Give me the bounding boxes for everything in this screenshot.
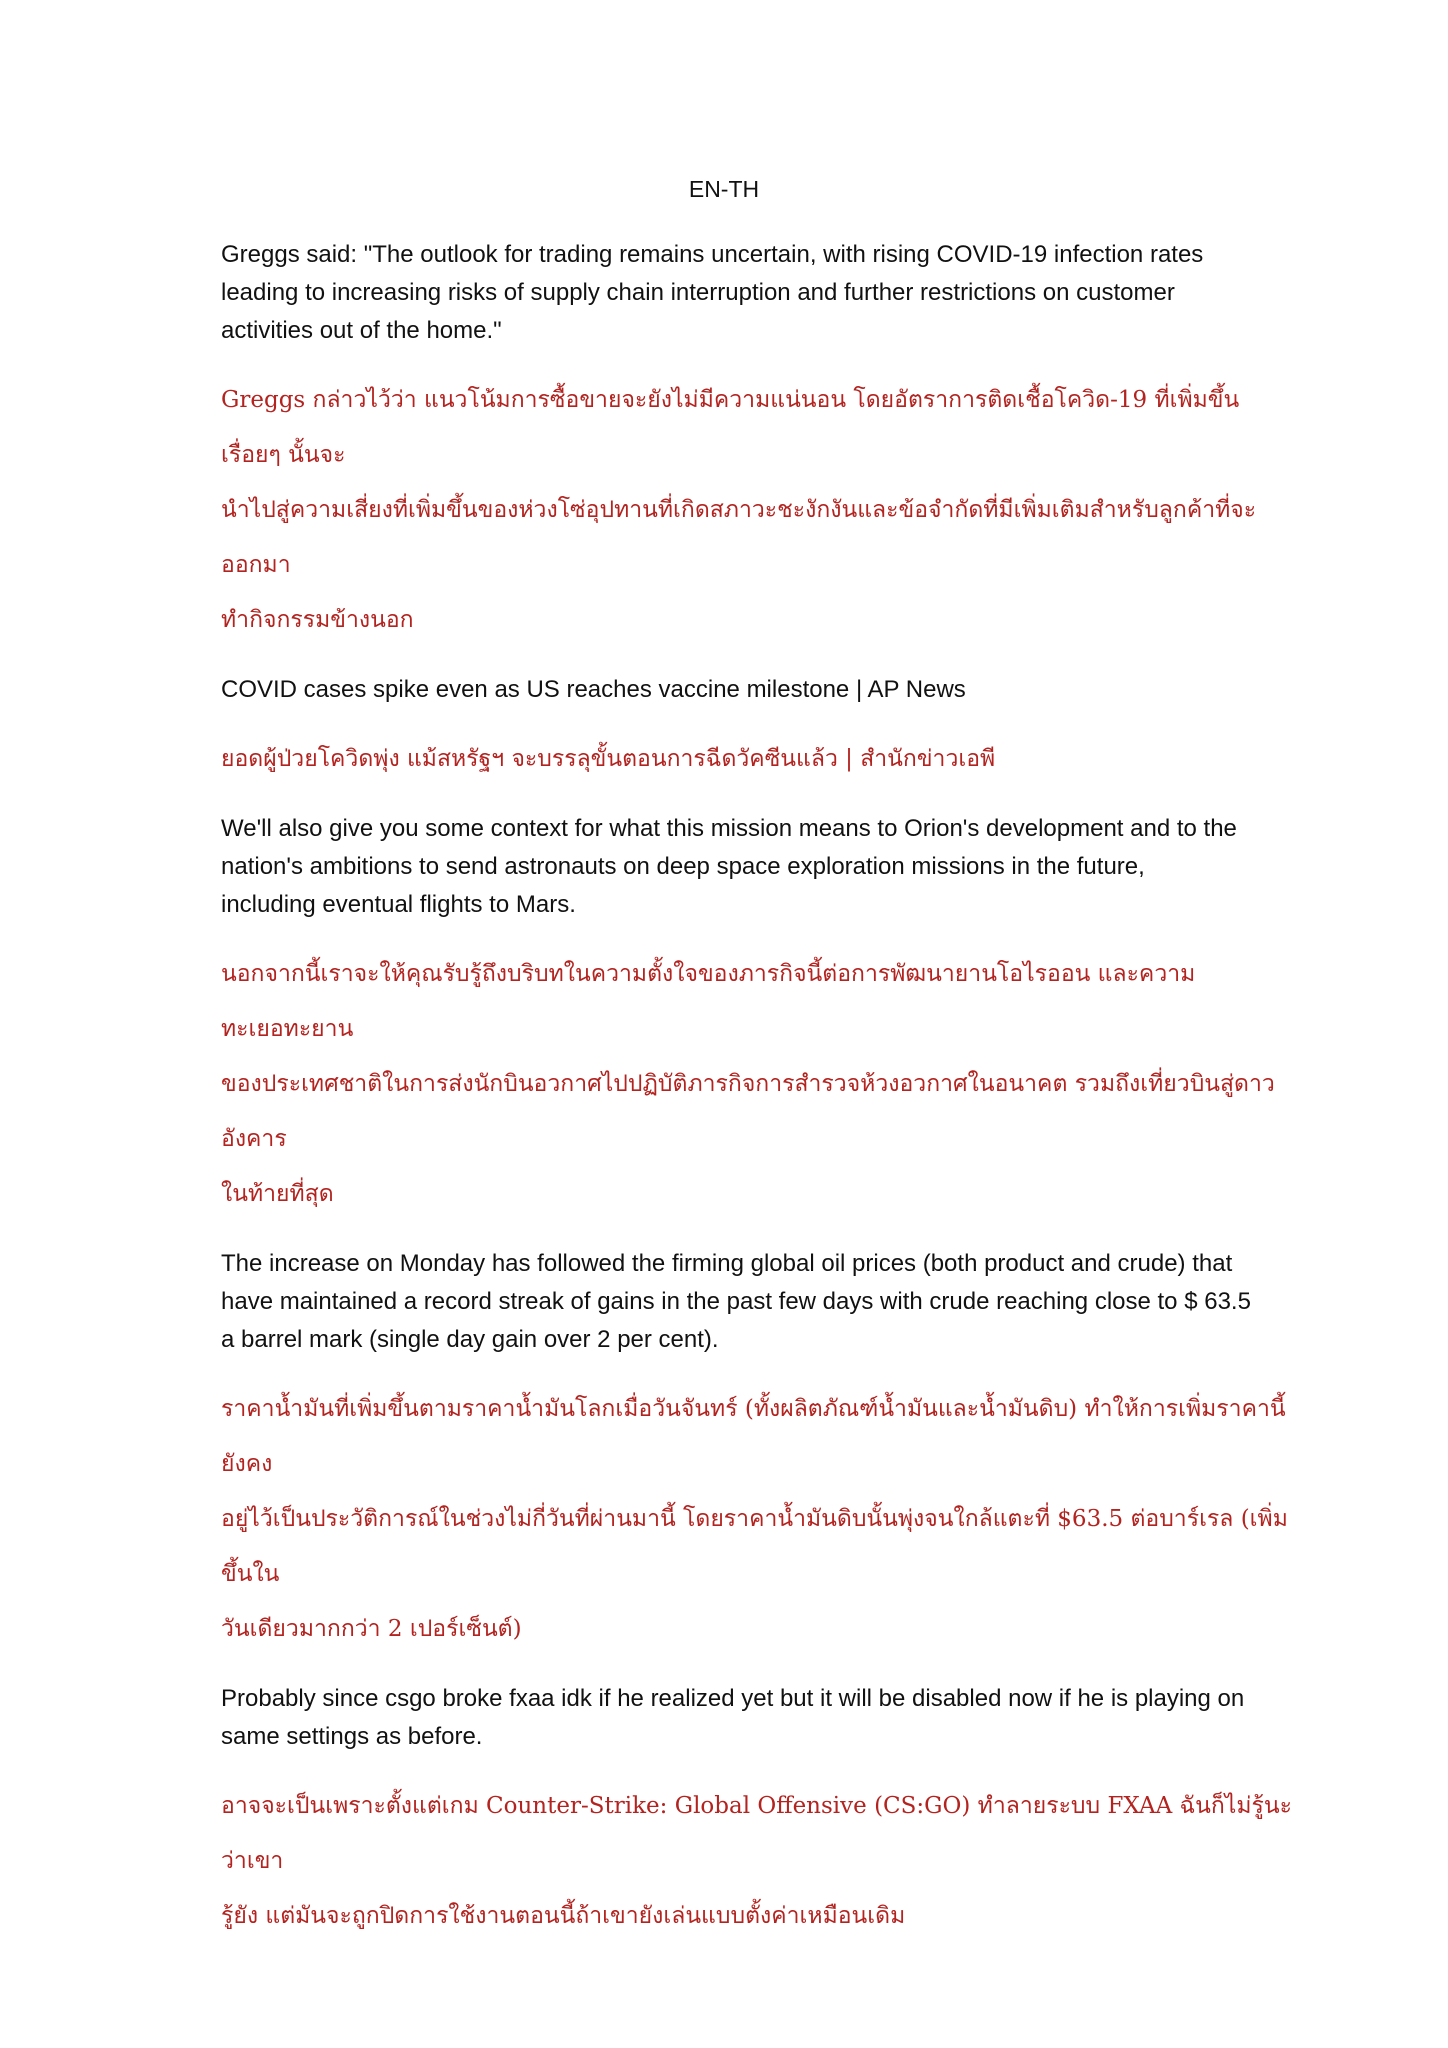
thai-translation-2: ยอดผู้ป่วยโควิดพุ่ง แม้สหรัฐฯ จะบรรลุขั้นตอนการฉีดวัคซีนแล้ว | สำนักข่าวเอพี [221, 746, 996, 772]
thai-translation-4: ราคาน้ำมันที่เพิ่มขึ้นตามราคาน้ำมันโลกเมื่อวันจันทร์ (ทั้งผลิตภัณฑ์น้ำมันและน้ำมันดิบ) ทำให้การเพิ่มราคานี้ยังคง อยู่ไว้เป็นประวัติการณ์ในช่วงไม่กี่วันที่ผ่านมานี้ โดยราคาน้ำมันดิบนั้นพุ่งจนใกล้แตะที่ $63.5 ต่อบาร์เรล (เพิ่มขึ้นใน วันเดียวมากกว่า 2 เปอร์เซ็นต์) [221, 1396, 1288, 1642]
thai-translation-5: อาจจะเป็นเพราะตั้งแต่เกม Counter-Strike: Global Offensive (CS:GO) ทำลายระบบ FXAA ฉันก็ไม่รู้นะว่าเขา รู้ยัง แต่มันจะถูกปิดการใช้งานตอนนี้ถ้าเขายังเล่นแบบตั้งค่าเหมือนเดิม [221, 1793, 1292, 1929]
english-sentence-5: Probably since csgo broke fxaa idk if he realized yet but it will be disabled now if he is playing on same settings as before. [221, 1685, 1245, 1750]
english-sentence-3: We'll also give you some context for what this mission means to Orion's development and to the nation's ambitions to send astronauts on deep space exploration missions in the future, including eventual flights to Mars. [221, 815, 1237, 918]
english-sentence-2: COVID cases spike even as US reaches vaccine milestone | AP News [221, 676, 966, 703]
english-sentence-4: The increase on Monday has followed the firming global oil prices (both product and crude) that have maintained a record streak of gains in the past few days with crude reaching close to $ 63.5 a barrel mark (single day gain over 2 per cent). [221, 1250, 1251, 1353]
translation-pairs [221, 236, 1296, 1967]
thai-translation-3: นอกจากนี้เราจะให้คุณรับรู้ถึงบริบทในความตั้งใจของภารกิจนี้ต่อการพัฒนายานโอไรออน และความทะเยอทะยาน ของประเทศชาติในการส่งนักบินอวกาศไปปฏิบัติภารกิจการสำรวจห้วงอวกาศในอนาคต รวมถึงเที่ยวบินสู่ดาวอังคาร ในท้ายที่สุด [221, 961, 1275, 1207]
page-title: EN-TH [688, 176, 760, 202]
english-sentence-1: Greggs said: "The outlook for trading remains uncertain, with rising COVID-19 infection rates leading to increasing risks of supply chain interruption and further restrictions on customer activities out of the home." [221, 241, 1204, 344]
thai-translation-1: Greggs กล่าวไว้ว่า แนวโน้มการซื้อขายจะยังไม่มีความแน่นอน โดยอัตราการติดเชื้อโควิด-19 ที่เพิ่มขึ้นเรื่อยๆ นั้นจะ นำไปสู่ความเสี่ยงที่เพิ่มขึ้นของห่วงโซ่อุปทานที่เกิดสภาวะชะงักงันและข้อจำกัดที่มีเพิ่มเติมสำหรับลูกค้าที่จะออกมา ทำกิจกรรมข้างนอก [221, 387, 1257, 633]
